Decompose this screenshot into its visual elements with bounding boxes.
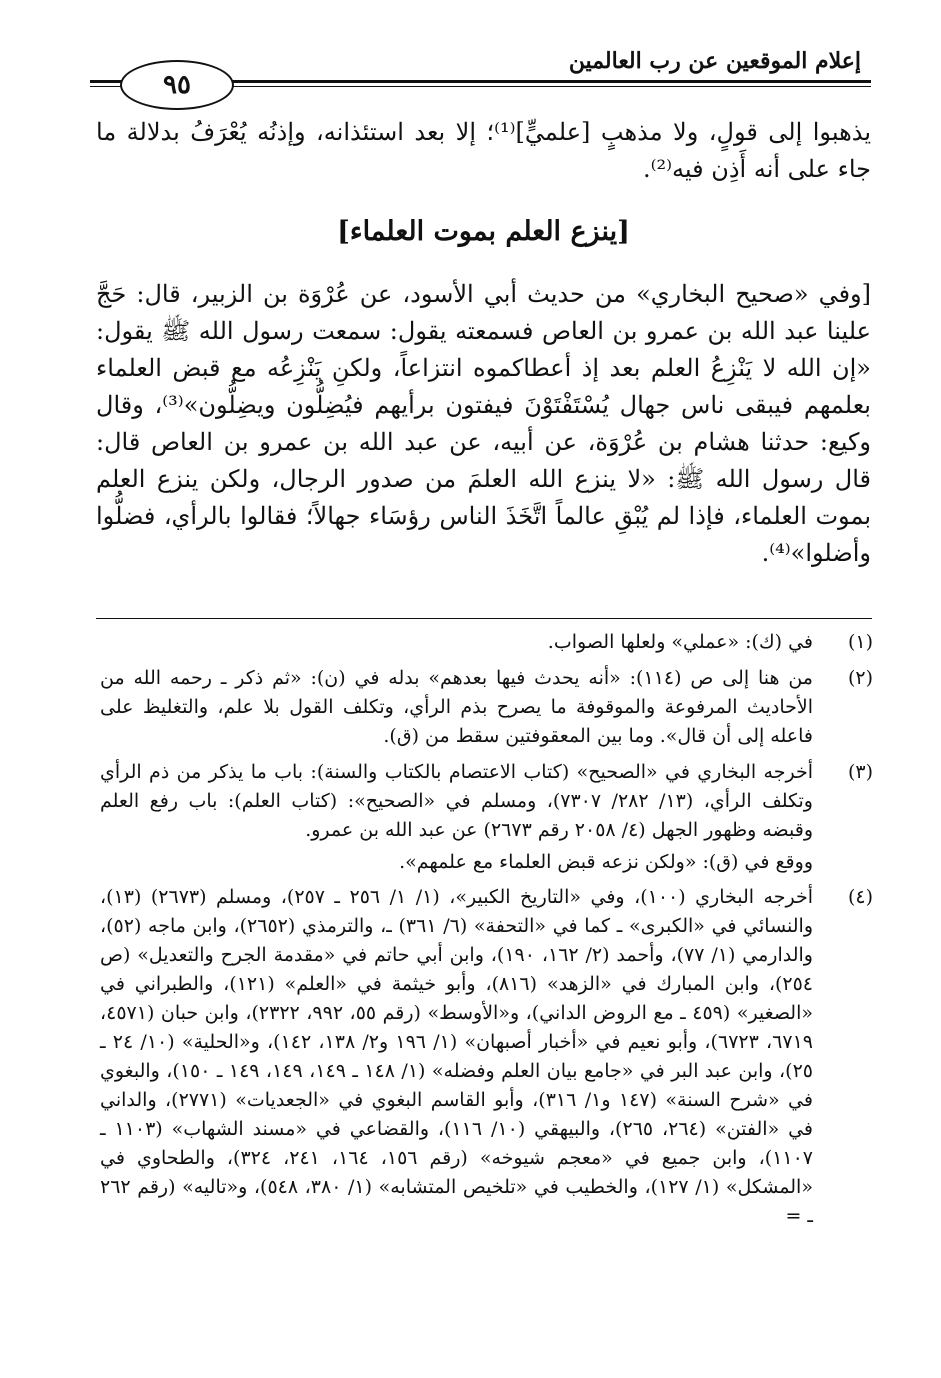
footnote-separator [96, 618, 872, 619]
footnote-3-note: ووقع في (ق): «ولكن نزعه قبض العلماء مع علمهم». [399, 851, 813, 873]
footnote-text: أخرجه البخاري (١٠٠)، وفي «التاريخ الكبير»، (١/ ١/ ٢٥٦ ـ ٢٥٧)، ومسلم (٢٦٧٣) (١٣)، والنسائي في «الكبرى» ـ كما في «التحفة» (٦/ ٣٦١) ـ، والترمذي (٢٦٥٢)، وابن ماجه (٥٢)، والدارمي (١/ ٧٧)، وأحمد (٢/ ١٦٢، ١٩٠)، وابن أبي حاتم في «مقدمة الجرح والتعديل» (ص ٢٥٤)، وابن المبارك في «الزهد» (٨١٦)، وأبو خيثمة في «العلم» (١٢١)، والطبراني في «الصغير» (٤٥٩ ـ مع الروض الداني)، و«الأوسط» (رقم ٥٥، ٩٩٢، ٢٣٢٢)، وابن حبان (٤٥٧١، ٦٧١٩، ٦٧٢٣)، وأبو نعيم في «أخبار أصبهان» (١/ ١٩٦ و٢/ ١٣٨، ١٤٢)، و«الحلية» (١٠/ ٢٤ ـ ٢٥)، وابن عبد البر في «جامع بيان العلم وفضله» (١/ ١٤٨ ـ ١٤٩، ١٤٩، ١٤٩ ـ ١٥٠)، والبغوي في «شرح السنة» (١٤٧ و١/ ٣١٦)، وأبو القاسم البغوي في «الجعديات» (٢٧٧١)، والداني في «الفتن» (٢٦٤، ٢٦٥)، والبيهقي (١٠/ ١١٦)، والقضاعي في «مسند الشهاب» (١١٠٣ ـ ١١٠٧)، وابن جميع في «معجم شيوخه» (رقم ١٥٦، ١٦٤، ٢٤١، ٣٢٤)، والطحاوي في «المشكل» (١/ ١٢٧)، والخطيب في «تلخيص المتشابه» (١/ ٣٨٠، ٥٤٨)، و«تاليه» (رقم ٢٦٢ ـ = [100, 886, 814, 1227]
footnote-1 [100, 628, 873, 657]
page-header [90, 44, 871, 100]
footnote-text: في (ك): «عملي» ولعلها الصواب. [547, 631, 813, 653]
footnote-text: من هنا إلى ص (١١٤): «أنه يحدث فيها بعدهم» بدله في (ن): «ثم ذكر ـ رحمه الله من الأحاديث المرفوعة والموقوفة ما يصرح بذم الرأي، وتكلف القول بلا علم، والتغليظ على فاعله إلى أن قال». وما بين المعقوفتين سقط من (ق). [100, 667, 813, 747]
footnote-4 [100, 883, 873, 1231]
section-heading: [ينزع العلم بموت العلماء] [337, 216, 630, 247]
footnote-number: (١) [847, 631, 873, 653]
intro-paragraph: يذهبوا إلى قولٍ، ولا مذهبٍ [علميٍّ]⁽¹⁾؛ إلا بعد استئذانه، وإذنُه يُعْرَفُ بدلالة ما جاء على أنه أَذِن فيه⁽²⁾. [96, 118, 871, 183]
footnote-number: (٣) [847, 761, 873, 783]
footnote-number: (٢) [847, 667, 873, 689]
page-number: ٩٥ [120, 60, 234, 110]
main-paragraph: [وفي «صحيح البخاري» من حديث أبي الأسود، عن عُرْوَة بن الزبير، قال: حَجَّ علينا عبد الله بن عمرو بن العاص فسمعته يقول: سمعت رسول الله ﷺ يقول: «إن الله لا يَنْزِعُ العلم بعد إذ أعطاكموه انتزاعاً، ولكنِ يَنْزِعُه مع قبض العلماء بعلمهم فيبقى ناس جهال يُسْتَفْتَوْنَ فيفتون برأيهم فيُضِلُّون ويضِلُّون»⁽³⁾، وقال وكيع: حدثنا هشام بن عُرْوَة، عن أبيه، عن عبد الله بن عمرو بن العاص قال: قال رسول الله ﷺ: «لا ينزع الله العلمَ من صدور الرجال، ولكن ينزع العلم بموت العلماء، فإذا لم يُبْقِ عالماً اتَّخَذَ الناس رؤسَاء جهالاً؛ فقالوا بالرأي، فضلُّوا وأضلوا»⁽⁴⁾. [96, 280, 871, 567]
footnotes [100, 628, 873, 1238]
footnote-3 [100, 758, 873, 845]
footnote-number: (٤) [847, 886, 873, 908]
footnote-text: أخرجه البخاري في «الصحيح» (كتاب الاعتصام بالكتاب والسنة): باب ما يذكر من ذم الرأي وتكلف الرأي، (١٣/ ٢٨٢/ ٧٣٠٧)، ومسلم في «الصحيح»: (كتاب العلم): باب رفع العلم وقبضه وظهور الجهل (٤/ ٢٠٥٨ رقم ٢٦٧٣) عن عبد الله بن عمرو. [100, 761, 813, 841]
footnote-2 [100, 664, 873, 751]
running-title: إعلام الموقعين عن رب العالمين [568, 48, 861, 74]
